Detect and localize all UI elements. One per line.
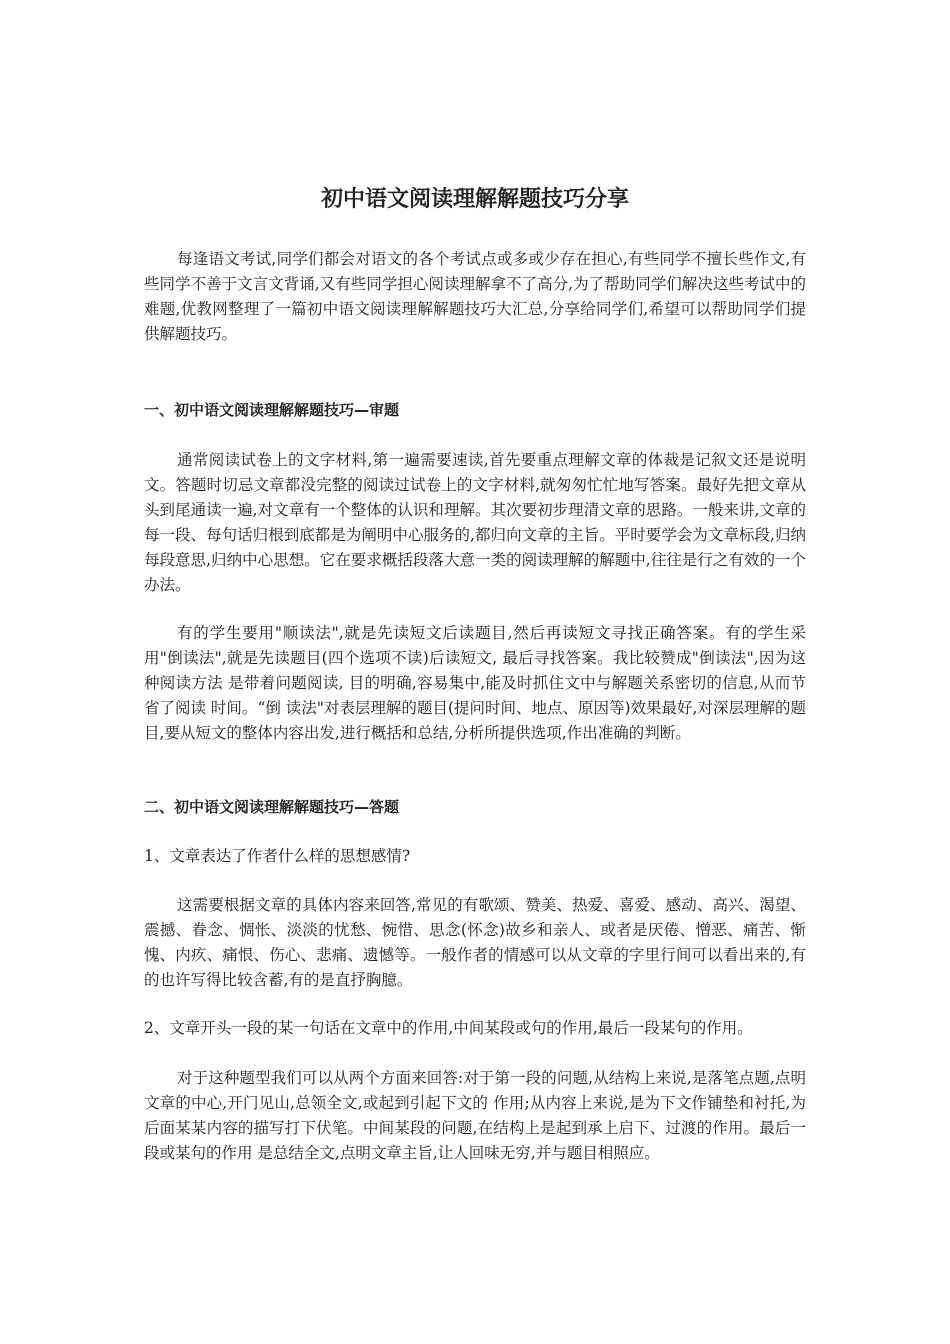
question-2: 2、文章开头一段的某一句话在文章中的作用,中间某段或句的作用,最后一段某句的作用。	[144, 1019, 753, 1037]
section1-paragraph-1: 通常阅读试卷上的文字材料,第一遍需要速读,首先要重点理解文章的体裁是记叙文还是说明文。答题时切忌文章都没完整的阅读过试卷上的文字材料,就匆匆忙忙地写答案。最好先把文章从头到尾通读一遍,对文章有一个整体的认识和理解。其次要初步理清文章的思路。一般来讲,文章的每一段、每句话归根到底都是为阐明中心服务的,都归向文章的主旨。平时要学会为文章标段,归纳每段意思,归纳中心思想。它在要求概括段落大意一类的阅读理解的解题中,往往是行之有效的一个办法。	[144, 451, 806, 594]
section1-heading: 一、初中语文阅读理解解题技巧—审题	[144, 401, 400, 419]
question-1: 1、文章表达了作者什么样的思想感情?	[144, 847, 411, 865]
answer-1: 这需要根据文章的具体内容来回答,常见的有歌颂、赞美、热爱、喜爱、感动、高兴、渴望、震撼、眷念、惆怅、淡淡的忧愁、惋惜、思念(怀念)故乡和亲人、或者是厌倦、憎恶、痛苦、惭愧、内疚、痛恨、伤心、悲痛、遗憾等。一般作者的情感可以从文章的字里行间可以看出来的,有的也许写得比较含蓄,有的是直抒胸臆。	[144, 896, 806, 989]
intro-paragraph: 每逢语文考试,同学们都会对语文的各个考试点或多或少存在担心,有些同学不擅长些作文,有些同学不善于文言文背诵,又有些同学担心阅读理解拿不了高分,为了帮助同学们解决这些考试中的难题,优教网整理了一篇初中语文阅读理解解题技巧大汇总,分享给同学们,希望可以帮助同学们提供解题技巧。	[144, 250, 806, 343]
section1-paragraph-2: 有的学生要用"顺读法",就是先读短文后读题目,然后再读短文寻找正确答案。有的学生采用"倒读法",就是先读题目(四个选项不读)后读短文, 最后寻找答案。我比较赞成"倒读法",因为这种阅读方法 是带着问题阅读, 目的明确,容易集中,能及时抓住文中与解题关系密切的信息,从而节省了阅读 时间。“倒 读法"对表层理解的题目(提问时间、地点、原因等)效果最好,对深层理解的题目,要从短文的整体内容出发,进行概括和总结,分析所提供选项,作出准确的判断。	[144, 624, 806, 742]
answer-2: 对于这种题型我们可以从两个方面来回答:对于第一段的问题,从结构上来说,是落笔点题,点明文章的中心,开门见山,总领全文,或起到引起下文的 作用;从内容上来说,是为下文作铺垫和衬托,为后面某某内容的描写打下伏笔。中间某段的问题,在结构上是起到承上启下、过渡的作用。最后一段或某句的作用 是总结全文,点明文章主旨,让人回味无穷,并与题目相照应。	[144, 1069, 806, 1162]
document-title: 初中语文阅读理解解题技巧分享	[320, 187, 629, 212]
section2-heading: 二、初中语文阅读理解解题技巧—答题	[144, 798, 400, 816]
